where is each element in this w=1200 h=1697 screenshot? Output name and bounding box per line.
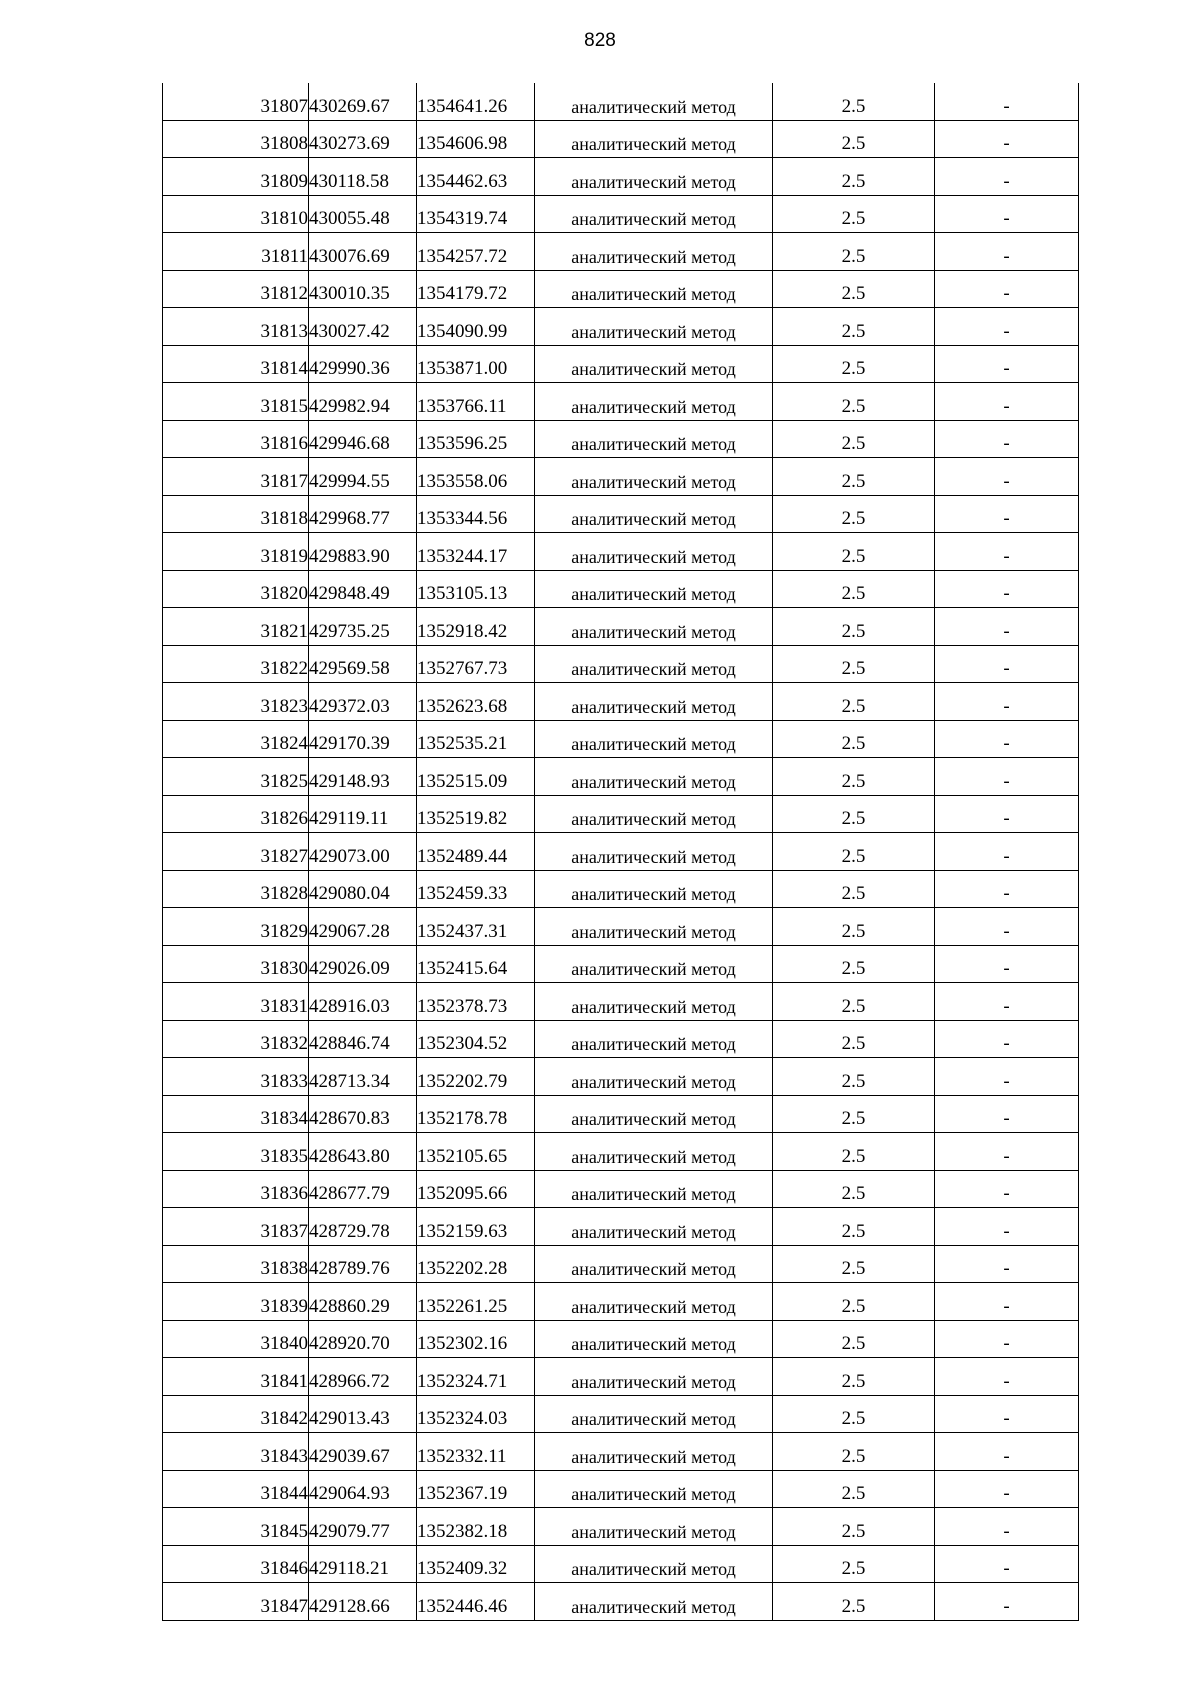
x-coordinate-cell: 430027.42 [309, 308, 417, 346]
point-number-cell: 31813 [163, 308, 309, 346]
note-cell: - [935, 383, 1079, 421]
table-row [163, 1020, 1079, 1058]
accuracy-cell: 2.5 [773, 1395, 935, 1433]
note-cell: - [935, 345, 1079, 383]
method-cell: аналитический метод [535, 233, 773, 271]
coordinates-table [162, 83, 1079, 1621]
y-coordinate-cell: 1352535.21 [417, 720, 535, 758]
point-number-cell: 31827 [163, 833, 309, 871]
point-number-cell: 31839 [163, 1283, 309, 1321]
note-cell: - [935, 570, 1079, 608]
accuracy-cell: 2.5 [773, 345, 935, 383]
note-cell: - [935, 533, 1079, 571]
note-cell: - [935, 720, 1079, 758]
method-cell: аналитический метод [535, 120, 773, 158]
point-number-cell: 31841 [163, 1358, 309, 1396]
x-coordinate-cell: 429148.93 [309, 758, 417, 796]
point-number-cell: 31815 [163, 383, 309, 421]
x-coordinate-cell: 429569.58 [309, 645, 417, 683]
x-coordinate-cell: 429883.90 [309, 533, 417, 571]
note-cell: - [935, 1358, 1079, 1396]
point-number-cell: 31831 [163, 983, 309, 1021]
x-coordinate-cell: 428713.34 [309, 1058, 417, 1096]
y-coordinate-cell: 1352095.66 [417, 1170, 535, 1208]
note-cell: - [935, 870, 1079, 908]
y-coordinate-cell: 1352459.33 [417, 870, 535, 908]
y-coordinate-cell: 1352382.18 [417, 1508, 535, 1546]
y-coordinate-cell: 1352302.16 [417, 1320, 535, 1358]
method-cell: аналитический метод [535, 195, 773, 233]
accuracy-cell: 2.5 [773, 1095, 935, 1133]
point-number-cell: 31846 [163, 1545, 309, 1583]
coordinates-table-body [163, 83, 1079, 1620]
table-row [163, 495, 1079, 533]
y-coordinate-cell: 1352304.52 [417, 1020, 535, 1058]
point-number-cell: 31807 [163, 83, 309, 120]
accuracy-cell: 2.5 [773, 1133, 935, 1171]
table-row [163, 1133, 1079, 1171]
x-coordinate-cell: 428729.78 [309, 1208, 417, 1246]
y-coordinate-cell: 1354606.98 [417, 120, 535, 158]
note-cell: - [935, 83, 1079, 120]
method-cell: аналитический метод [535, 1020, 773, 1058]
table-row [163, 308, 1079, 346]
y-coordinate-cell: 1352332.11 [417, 1433, 535, 1471]
point-number-cell: 31823 [163, 683, 309, 721]
accuracy-cell: 2.5 [773, 1208, 935, 1246]
note-cell: - [935, 1245, 1079, 1283]
note-cell: - [935, 233, 1079, 271]
x-coordinate-cell: 429013.43 [309, 1395, 417, 1433]
table-row [163, 720, 1079, 758]
y-coordinate-cell: 1354257.72 [417, 233, 535, 271]
accuracy-cell: 2.5 [773, 1320, 935, 1358]
y-coordinate-cell: 1353105.13 [417, 570, 535, 608]
table-row [163, 608, 1079, 646]
table-row [163, 908, 1079, 946]
x-coordinate-cell: 429067.28 [309, 908, 417, 946]
point-number-cell: 31840 [163, 1320, 309, 1358]
y-coordinate-cell: 1353766.11 [417, 383, 535, 421]
page-number: 828 [584, 30, 616, 51]
method-cell: аналитический метод [535, 158, 773, 196]
note-cell: - [935, 1395, 1079, 1433]
x-coordinate-cell: 429064.93 [309, 1470, 417, 1508]
accuracy-cell: 2.5 [773, 1283, 935, 1321]
method-cell: аналитический метод [535, 870, 773, 908]
method-cell: аналитический метод [535, 645, 773, 683]
y-coordinate-cell: 1352446.46 [417, 1583, 535, 1621]
x-coordinate-cell: 429079.77 [309, 1508, 417, 1546]
table-row [163, 945, 1079, 983]
note-cell: - [935, 1095, 1079, 1133]
x-coordinate-cell: 429990.36 [309, 345, 417, 383]
accuracy-cell: 2.5 [773, 870, 935, 908]
point-number-cell: 31834 [163, 1095, 309, 1133]
table-row [163, 233, 1079, 271]
x-coordinate-cell: 429170.39 [309, 720, 417, 758]
table-row [163, 458, 1079, 496]
x-coordinate-cell: 430076.69 [309, 233, 417, 271]
note-cell: - [935, 1208, 1079, 1246]
y-coordinate-cell: 1352202.79 [417, 1058, 535, 1096]
method-cell: аналитический метод [535, 1283, 773, 1321]
table-row [163, 195, 1079, 233]
note-cell: - [935, 1320, 1079, 1358]
x-coordinate-cell: 429080.04 [309, 870, 417, 908]
note-cell: - [935, 1170, 1079, 1208]
y-coordinate-cell: 1352519.82 [417, 795, 535, 833]
note-cell: - [935, 308, 1079, 346]
method-cell: аналитический метод [535, 1583, 773, 1621]
method-cell: аналитический метод [535, 945, 773, 983]
method-cell: аналитический метод [535, 1170, 773, 1208]
method-cell: аналитический метод [535, 383, 773, 421]
y-coordinate-cell: 1352324.71 [417, 1358, 535, 1396]
point-number-cell: 31826 [163, 795, 309, 833]
note-cell: - [935, 270, 1079, 308]
accuracy-cell: 2.5 [773, 1470, 935, 1508]
accuracy-cell: 2.5 [773, 1545, 935, 1583]
point-number-cell: 31843 [163, 1433, 309, 1471]
table-row [163, 1170, 1079, 1208]
y-coordinate-cell: 1352489.44 [417, 833, 535, 871]
table-row [163, 683, 1079, 721]
note-cell: - [935, 1545, 1079, 1583]
x-coordinate-cell: 428846.74 [309, 1020, 417, 1058]
note-cell: - [935, 458, 1079, 496]
x-coordinate-cell: 429128.66 [309, 1583, 417, 1621]
accuracy-cell: 2.5 [773, 120, 935, 158]
table-row [163, 1095, 1079, 1133]
point-number-cell: 31817 [163, 458, 309, 496]
y-coordinate-cell: 1352367.19 [417, 1470, 535, 1508]
accuracy-cell: 2.5 [773, 833, 935, 871]
table-row [163, 120, 1079, 158]
accuracy-cell: 2.5 [773, 495, 935, 533]
accuracy-cell: 2.5 [773, 1058, 935, 1096]
x-coordinate-cell: 430118.58 [309, 158, 417, 196]
accuracy-cell: 2.5 [773, 270, 935, 308]
method-cell: аналитический метод [535, 570, 773, 608]
accuracy-cell: 2.5 [773, 720, 935, 758]
table-row [163, 1470, 1079, 1508]
accuracy-cell: 2.5 [773, 1508, 935, 1546]
accuracy-cell: 2.5 [773, 1170, 935, 1208]
accuracy-cell: 2.5 [773, 983, 935, 1021]
y-coordinate-cell: 1353558.06 [417, 458, 535, 496]
table-row [163, 1320, 1079, 1358]
table-row [163, 1433, 1079, 1471]
method-cell: аналитический метод [535, 908, 773, 946]
note-cell: - [935, 983, 1079, 1021]
y-coordinate-cell: 1352378.73 [417, 983, 535, 1021]
table-row [163, 1545, 1079, 1583]
method-cell: аналитический метод [535, 458, 773, 496]
table-row [163, 158, 1079, 196]
y-coordinate-cell: 1352623.68 [417, 683, 535, 721]
table-row [163, 645, 1079, 683]
accuracy-cell: 2.5 [773, 83, 935, 120]
method-cell: аналитический метод [535, 1508, 773, 1546]
x-coordinate-cell: 429968.77 [309, 495, 417, 533]
point-number-cell: 31836 [163, 1170, 309, 1208]
note-cell: - [935, 945, 1079, 983]
method-cell: аналитический метод [535, 495, 773, 533]
x-coordinate-cell: 430273.69 [309, 120, 417, 158]
y-coordinate-cell: 1354319.74 [417, 195, 535, 233]
x-coordinate-cell: 429026.09 [309, 945, 417, 983]
note-cell: - [935, 683, 1079, 721]
accuracy-cell: 2.5 [773, 233, 935, 271]
accuracy-cell: 2.5 [773, 383, 935, 421]
note-cell: - [935, 1583, 1079, 1621]
y-coordinate-cell: 1354641.26 [417, 83, 535, 120]
point-number-cell: 31824 [163, 720, 309, 758]
accuracy-cell: 2.5 [773, 758, 935, 796]
note-cell: - [935, 1508, 1079, 1546]
y-coordinate-cell: 1352767.73 [417, 645, 535, 683]
point-number-cell: 31833 [163, 1058, 309, 1096]
accuracy-cell: 2.5 [773, 308, 935, 346]
method-cell: аналитический метод [535, 983, 773, 1021]
accuracy-cell: 2.5 [773, 683, 935, 721]
table-row [163, 1358, 1079, 1396]
x-coordinate-cell: 428677.79 [309, 1170, 417, 1208]
table-row [163, 1395, 1079, 1433]
accuracy-cell: 2.5 [773, 570, 935, 608]
note-cell: - [935, 795, 1079, 833]
table-row [163, 570, 1079, 608]
x-coordinate-cell: 429994.55 [309, 458, 417, 496]
note-cell: - [935, 758, 1079, 796]
method-cell: аналитический метод [535, 83, 773, 120]
method-cell: аналитический метод [535, 270, 773, 308]
y-coordinate-cell: 1352515.09 [417, 758, 535, 796]
point-number-cell: 31819 [163, 533, 309, 571]
table-row [163, 795, 1079, 833]
table-row [163, 420, 1079, 458]
method-cell: аналитический метод [535, 1358, 773, 1396]
accuracy-cell: 2.5 [773, 608, 935, 646]
note-cell: - [935, 1433, 1079, 1471]
note-cell: - [935, 645, 1079, 683]
x-coordinate-cell: 428920.70 [309, 1320, 417, 1358]
method-cell: аналитический метод [535, 1470, 773, 1508]
note-cell: - [935, 1020, 1079, 1058]
point-number-cell: 31809 [163, 158, 309, 196]
y-coordinate-cell: 1352918.42 [417, 608, 535, 646]
accuracy-cell: 2.5 [773, 533, 935, 571]
method-cell: аналитический метод [535, 1133, 773, 1171]
table-row [163, 870, 1079, 908]
method-cell: аналитический метод [535, 1433, 773, 1471]
point-number-cell: 31818 [163, 495, 309, 533]
note-cell: - [935, 908, 1079, 946]
note-cell: - [935, 833, 1079, 871]
x-coordinate-cell: 429118.21 [309, 1545, 417, 1583]
accuracy-cell: 2.5 [773, 1433, 935, 1471]
accuracy-cell: 2.5 [773, 945, 935, 983]
point-number-cell: 31808 [163, 120, 309, 158]
accuracy-cell: 2.5 [773, 1245, 935, 1283]
method-cell: аналитический метод [535, 833, 773, 871]
table-row [163, 833, 1079, 871]
point-number-cell: 31845 [163, 1508, 309, 1546]
table-row [163, 758, 1079, 796]
method-cell: аналитический метод [535, 795, 773, 833]
note-cell: - [935, 1133, 1079, 1171]
table-row [163, 383, 1079, 421]
x-coordinate-cell: 429735.25 [309, 608, 417, 646]
note-cell: - [935, 1470, 1079, 1508]
table-row [163, 83, 1079, 120]
x-coordinate-cell: 429982.94 [309, 383, 417, 421]
accuracy-cell: 2.5 [773, 795, 935, 833]
point-number-cell: 31811 [163, 233, 309, 271]
method-cell: аналитический метод [535, 345, 773, 383]
point-number-cell: 31838 [163, 1245, 309, 1283]
y-coordinate-cell: 1353596.25 [417, 420, 535, 458]
point-number-cell: 31822 [163, 645, 309, 683]
method-cell: аналитический метод [535, 533, 773, 571]
point-number-cell: 31825 [163, 758, 309, 796]
point-number-cell: 31842 [163, 1395, 309, 1433]
point-number-cell: 31832 [163, 1020, 309, 1058]
note-cell: - [935, 495, 1079, 533]
point-number-cell: 31810 [163, 195, 309, 233]
accuracy-cell: 2.5 [773, 158, 935, 196]
table-row [163, 345, 1079, 383]
accuracy-cell: 2.5 [773, 195, 935, 233]
point-number-cell: 31820 [163, 570, 309, 608]
y-coordinate-cell: 1352202.28 [417, 1245, 535, 1283]
y-coordinate-cell: 1352105.65 [417, 1133, 535, 1171]
table-row [163, 533, 1079, 571]
method-cell: аналитический метод [535, 720, 773, 758]
table-row [163, 1245, 1079, 1283]
note-cell: - [935, 420, 1079, 458]
x-coordinate-cell: 430269.67 [309, 83, 417, 120]
x-coordinate-cell: 428670.83 [309, 1095, 417, 1133]
point-number-cell: 31835 [163, 1133, 309, 1171]
point-number-cell: 31828 [163, 870, 309, 908]
point-number-cell: 31830 [163, 945, 309, 983]
table-row [163, 1058, 1079, 1096]
x-coordinate-cell: 428966.72 [309, 1358, 417, 1396]
x-coordinate-cell: 429946.68 [309, 420, 417, 458]
y-coordinate-cell: 1352261.25 [417, 1283, 535, 1321]
note-cell: - [935, 1058, 1079, 1096]
y-coordinate-cell: 1352324.03 [417, 1395, 535, 1433]
point-number-cell: 31821 [163, 608, 309, 646]
accuracy-cell: 2.5 [773, 1358, 935, 1396]
y-coordinate-cell: 1352178.78 [417, 1095, 535, 1133]
method-cell: аналитический метод [535, 758, 773, 796]
x-coordinate-cell: 428643.80 [309, 1133, 417, 1171]
x-coordinate-cell: 428916.03 [309, 983, 417, 1021]
y-coordinate-cell: 1352437.31 [417, 908, 535, 946]
x-coordinate-cell: 428860.29 [309, 1283, 417, 1321]
y-coordinate-cell: 1354179.72 [417, 270, 535, 308]
x-coordinate-cell: 430055.48 [309, 195, 417, 233]
table-row [163, 1508, 1079, 1546]
y-coordinate-cell: 1352159.63 [417, 1208, 535, 1246]
table-row [163, 1283, 1079, 1321]
method-cell: аналитический метод [535, 1208, 773, 1246]
accuracy-cell: 2.5 [773, 420, 935, 458]
note-cell: - [935, 608, 1079, 646]
method-cell: аналитический метод [535, 1320, 773, 1358]
point-number-cell: 31847 [163, 1583, 309, 1621]
x-coordinate-cell: 429119.11 [309, 795, 417, 833]
table-row [163, 1208, 1079, 1246]
method-cell: аналитический метод [535, 683, 773, 721]
note-cell: - [935, 120, 1079, 158]
table-row [163, 983, 1079, 1021]
y-coordinate-cell: 1352415.64 [417, 945, 535, 983]
method-cell: аналитический метод [535, 1545, 773, 1583]
point-number-cell: 31816 [163, 420, 309, 458]
method-cell: аналитический метод [535, 608, 773, 646]
note-cell: - [935, 158, 1079, 196]
x-coordinate-cell: 429073.00 [309, 833, 417, 871]
y-coordinate-cell: 1352409.32 [417, 1545, 535, 1583]
point-number-cell: 31829 [163, 908, 309, 946]
note-cell: - [935, 1283, 1079, 1321]
point-number-cell: 31812 [163, 270, 309, 308]
x-coordinate-cell: 428789.76 [309, 1245, 417, 1283]
accuracy-cell: 2.5 [773, 458, 935, 496]
method-cell: аналитический метод [535, 1395, 773, 1433]
accuracy-cell: 2.5 [773, 908, 935, 946]
method-cell: аналитический метод [535, 308, 773, 346]
point-number-cell: 31837 [163, 1208, 309, 1246]
note-cell: - [935, 195, 1079, 233]
method-cell: аналитический метод [535, 1245, 773, 1283]
y-coordinate-cell: 1353344.56 [417, 495, 535, 533]
table-row [163, 1583, 1079, 1621]
x-coordinate-cell: 429039.67 [309, 1433, 417, 1471]
method-cell: аналитический метод [535, 1095, 773, 1133]
x-coordinate-cell: 429848.49 [309, 570, 417, 608]
accuracy-cell: 2.5 [773, 645, 935, 683]
y-coordinate-cell: 1353244.17 [417, 533, 535, 571]
x-coordinate-cell: 429372.03 [309, 683, 417, 721]
y-coordinate-cell: 1354090.99 [417, 308, 535, 346]
method-cell: аналитический метод [535, 420, 773, 458]
point-number-cell: 31844 [163, 1470, 309, 1508]
accuracy-cell: 2.5 [773, 1020, 935, 1058]
point-number-cell: 31814 [163, 345, 309, 383]
method-cell: аналитический метод [535, 1058, 773, 1096]
y-coordinate-cell: 1354462.63 [417, 158, 535, 196]
x-coordinate-cell: 430010.35 [309, 270, 417, 308]
table-row [163, 270, 1079, 308]
y-coordinate-cell: 1353871.00 [417, 345, 535, 383]
accuracy-cell: 2.5 [773, 1583, 935, 1621]
